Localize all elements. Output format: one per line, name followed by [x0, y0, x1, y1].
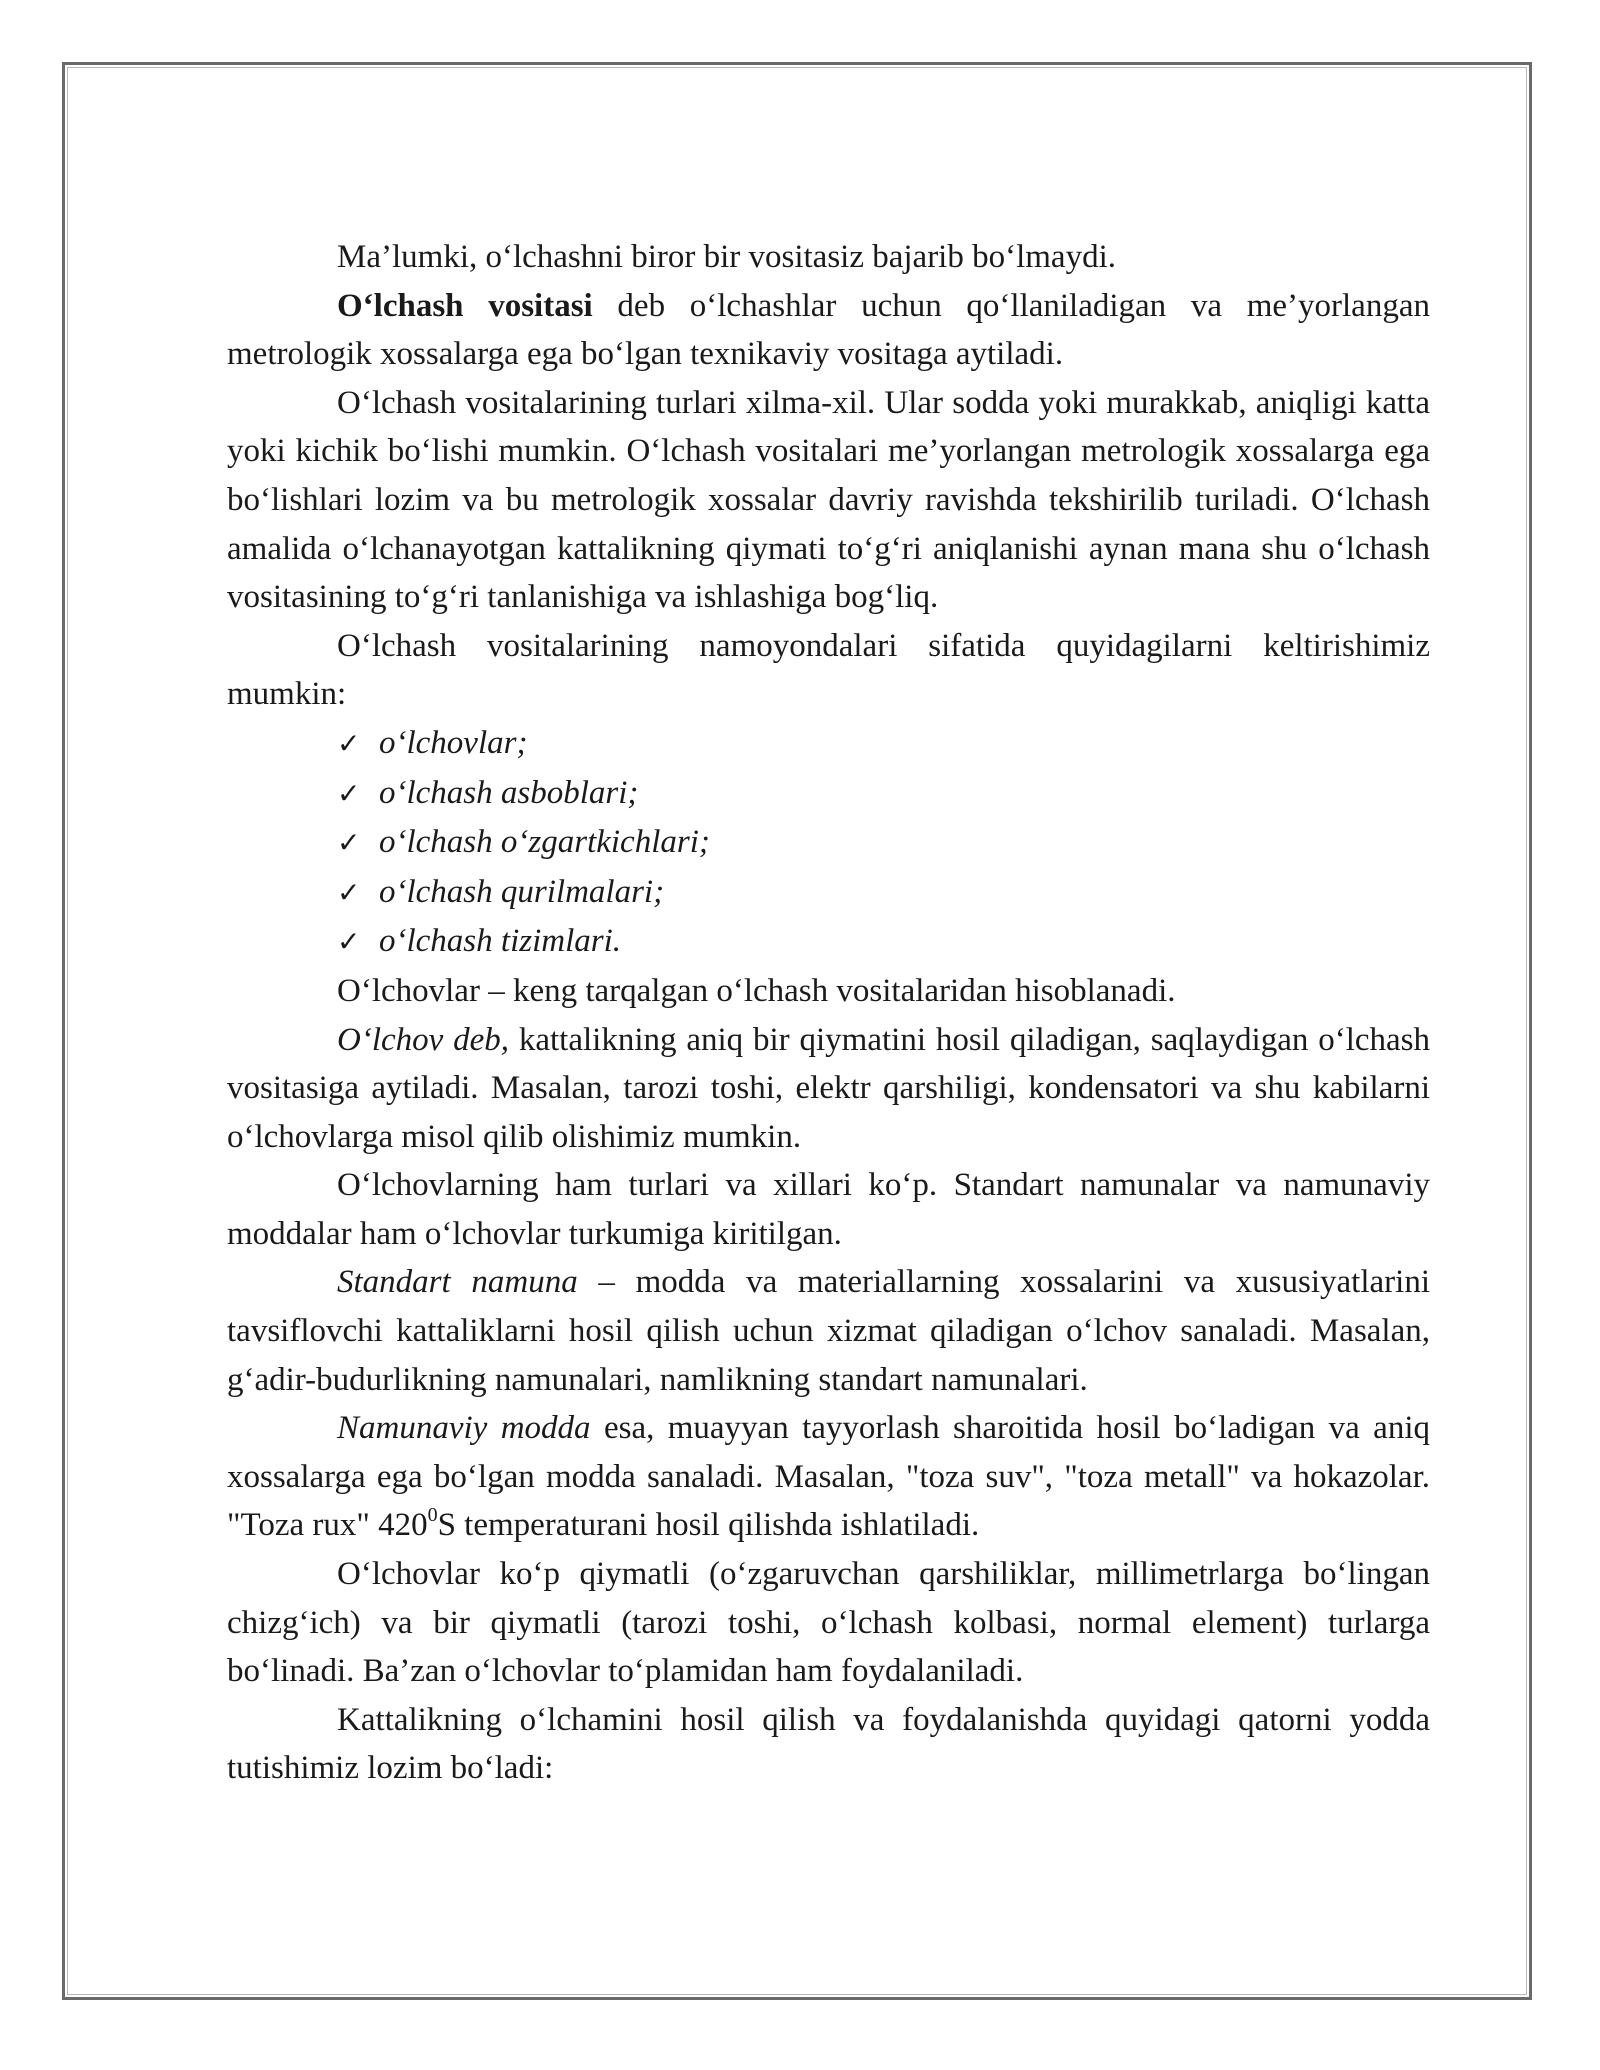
checkmark-icon: ✓ [337, 776, 361, 810]
paragraph-list-intro: O‘lchash vositalarining namoyondalari sifatida quyidagilarni keltirishimiz mumkin: [227, 627, 1430, 713]
instrument-type-list [227, 719, 1430, 967]
term-measuring-instrument: O‘lchash vositasi [337, 287, 593, 324]
list-item [337, 868, 1430, 918]
term-measure: O‘lchov deb, [337, 1021, 510, 1058]
document-body [227, 233, 1430, 1793]
list-item-label: o‘lchovlar; [379, 724, 528, 761]
list-item [337, 818, 1430, 868]
paragraph-definition-measure [227, 1016, 1430, 1162]
list-item [337, 769, 1430, 819]
paragraph-reference-substance [227, 1404, 1430, 1550]
paragraph-definition-measuring-instrument [227, 282, 1430, 379]
term-standard-sample: Standart namuna [337, 1264, 578, 1301]
term-reference-substance: Namunaviy modda [337, 1410, 591, 1447]
definition-text: esa, muayyan tayyorlash sharoitida hosil bo‘ladigan va aniq xossalarga ega bo‘lgan modda sanaladi. Masalan, "toza suv", "toza metall" va hokazolar. "Toza rux" 420 [227, 1410, 1430, 1544]
paragraph-intro: Ma’lumki, o‘lchashni biror bir vositasiz bajarib bo‘lmaydi. [337, 239, 1116, 275]
checkmark-icon: ✓ [337, 726, 361, 760]
checkmark-icon: ✓ [337, 925, 361, 959]
paragraph-standard-sample [227, 1258, 1430, 1404]
paragraph-value-types: O‘lchovlar ko‘p qiymatli (o‘zgaruvchan qarshiliklar, millimetrlarga bo‘lingan chizg‘ich) va bir qiymatli (tarozi toshi, o‘lchash kolbasi, normal element) turlarga bo‘linadi. Ba’zan o‘lchovlar to‘plamidan ham foydalaniladi. [227, 1556, 1430, 1690]
paragraph-closing: Kattalikning o‘lchamini hosil qilish va foydalanishda quyidagi qatorni yodda tutishimiz lozim bo‘ladi: [227, 1701, 1430, 1787]
list-item-label: o‘lchash tizimlari. [379, 923, 622, 960]
degree-superscript: 0 [427, 1504, 438, 1527]
checkmark-icon: ✓ [337, 826, 361, 860]
paragraph-measure-types: O‘lchovlarning ham turlari va xillari ko‘p. Standart namunalar va namunaviy moddalar ham o‘lchovlar turkumiga kiritilgan. [227, 1167, 1430, 1252]
list-item [337, 917, 1430, 967]
list-item-label: o‘lchash o‘zgartkichlari; [379, 824, 710, 861]
definition-text: deb o‘lchashlar uchun qo‘llaniladigan va me’yorlangan metrologik xossalarga ega bo‘lgan texnikaviy vositaga aytiladi. [227, 287, 1430, 373]
checkmark-icon: ✓ [337, 875, 361, 909]
list-item-label: o‘lchash asboblari; [379, 774, 639, 811]
paragraph-measures: O‘lchovlar – keng tarqalgan o‘lchash vositalaridan hisoblanadi. [337, 972, 1176, 1009]
list-item [337, 719, 1430, 769]
definition-text: kattalikning aniq bir qiymatini hosil qiladigan, saqlaydigan o‘lchash vositasiga aytiladi. Masalan, tarozi toshi, elektr qarshiligi, kondensatori va shu kabilarni o‘lchovlarga misol qilib olishimiz mumkin. [227, 1021, 1430, 1155]
paragraph-instrument-types: O‘lchash vositalarining turlari xilma-xil. Ular sodda yoki murakkab, aniqligi katta yoki kichik bo‘lishi mumkin. O‘lchash vositalari me’yorlangan metrologik xossalarga ega bo‘lishlari lozim va bu metrologik xossalar davriy ravishda tekshirilib turiladi. O‘lchash amalida o‘lchanayotgan kattalikning qiymati to‘g‘ri aniqlanishi aynan mana shu o‘lchash vositasining to‘g‘ri tanlanishiga va ishlashiga bog‘liq. [227, 384, 1430, 616]
definition-text: – modda va materiallarning xossalarini va xususiyatlarini tavsiflovchi kattaliklarni hosil qilish uchun xizmat qiladigan o‘lchov sanaladi. Masalan, g‘adir-budurlikning namunalari, namlikning standart namunalari. [227, 1264, 1430, 1398]
list-item-label: o‘lchash qurilmalari; [379, 873, 665, 910]
definition-text-tail: S temperaturani hosil qilishda ishlatiladi. [437, 1507, 980, 1544]
